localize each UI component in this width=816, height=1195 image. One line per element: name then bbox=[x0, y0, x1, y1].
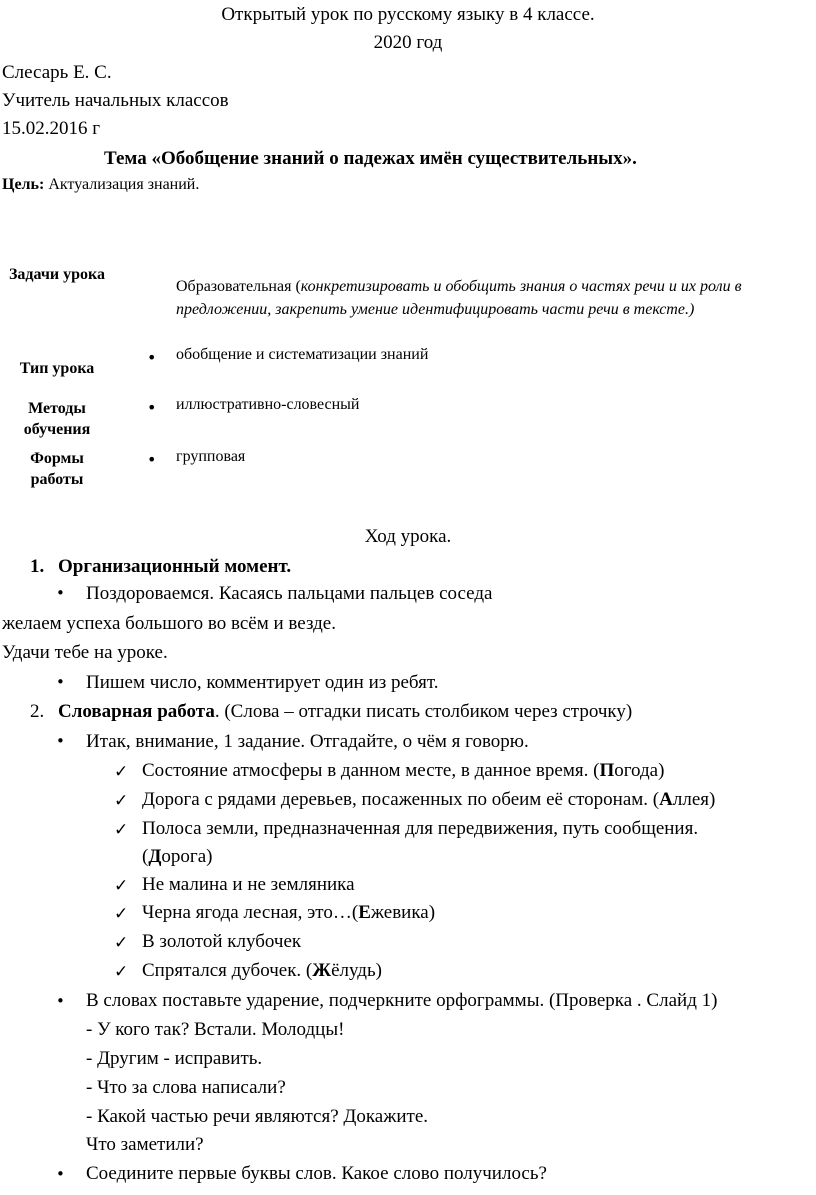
riddle-3: Полоса земли, предназначенная для передвижения, путь сообщения. bbox=[142, 818, 699, 839]
lesson-date: 15.02.2016 г bbox=[2, 118, 101, 139]
methods-label: Методы обучения bbox=[23, 400, 91, 438]
s1-item-1: Поздороваемся. Касаясь пальцами пальцев соседа bbox=[86, 583, 493, 604]
methods-bullet: • bbox=[147, 398, 157, 417]
type-value: обобщение и систематизации знаний bbox=[176, 346, 429, 363]
s1-item-2: Пишем число, комментирует один из ребят. bbox=[86, 672, 439, 693]
doc-title-line1: Открытый урок по русскому языку в 4 классе. bbox=[221, 4, 595, 25]
s1-line-3: Удачи тебе на уроке. bbox=[2, 642, 168, 663]
s2-bullet-3: • bbox=[56, 1165, 65, 1183]
forms-label: Формы работы bbox=[30, 450, 84, 488]
dialog-line-5: Что заметили? bbox=[86, 1134, 204, 1155]
riddle-7: Спрятался дубочек. (Жёлудь) bbox=[142, 960, 382, 981]
dialog-line-2: - Другим - исправить. bbox=[86, 1048, 263, 1069]
forms-bullet: • bbox=[147, 450, 157, 469]
s1-line-2: желаем успеха большого во всём и везде. bbox=[2, 613, 336, 634]
lesson-topic: Тема «Обобщение знаний о падежах имён существительных». bbox=[104, 148, 637, 169]
s2-item-3: Соедините первые буквы слов. Какое слово получилось? bbox=[86, 1163, 547, 1184]
tasks-label: Задачи урока bbox=[8, 266, 105, 283]
section2-number: 2. bbox=[30, 701, 45, 722]
check-icon: ✓ bbox=[114, 791, 129, 811]
riddle-2: Дорога с рядами деревьев, посаженных по обеим её сторонам. (Аллея) bbox=[142, 789, 716, 810]
riddle-4: Не малина и не земляника bbox=[142, 874, 355, 895]
s1-bullet-1: • bbox=[56, 584, 65, 602]
section1-number: 1. bbox=[30, 556, 45, 577]
type-bullet: • bbox=[147, 348, 157, 367]
goal-text: Актуализация знаний. bbox=[48, 176, 200, 193]
riddle-3-answer: (Дорога) bbox=[142, 846, 213, 867]
s2-bullet-2: • bbox=[56, 992, 65, 1010]
author-position: Учитель начальных классов bbox=[2, 90, 229, 111]
check-icon: ✓ bbox=[114, 876, 129, 896]
tasks-italic: конкретизировать и обобщить знания о частях речи и их роли в предложении, закрепить умение идентифицировать части речи в тексте.) bbox=[176, 278, 742, 318]
section2-rest: . (Слова – отгадки писать столбиком через строчку) bbox=[214, 701, 633, 722]
tasks-value bbox=[176, 275, 796, 321]
section2-title: Словарная работа bbox=[58, 701, 215, 722]
doc-title-year: 2020 год bbox=[373, 32, 443, 53]
section1-title: Организационный момент. bbox=[58, 556, 292, 577]
tasks-prefix: Образовательная ( bbox=[176, 278, 301, 295]
author-name: Слесарь Е. С. bbox=[2, 62, 112, 83]
check-icon: ✓ bbox=[114, 762, 129, 782]
dialog-line-1: - У кого так? Встали. Молодцы! bbox=[86, 1019, 345, 1040]
s2-item-1: Итак, внимание, 1 задание. Отгадайте, о чём я говорю. bbox=[86, 731, 529, 752]
dialog-line-4: - Какой частью речи являются? Докажите. bbox=[86, 1106, 429, 1127]
s2-item-2: В словах поставьте ударение, подчеркните орфограммы. (Проверка . Слайд 1) bbox=[86, 990, 718, 1011]
section2-heading bbox=[58, 701, 632, 723]
dialog-line-3: - Что за слова написали? bbox=[86, 1077, 286, 1098]
check-icon: ✓ bbox=[114, 820, 129, 840]
s2-bullet-1: • bbox=[56, 732, 65, 750]
check-icon: ✓ bbox=[114, 904, 129, 924]
methods-value: иллюстративно-словесный bbox=[176, 396, 360, 413]
riddle-6: В золотой клубочек bbox=[142, 931, 302, 952]
type-label: Тип урока bbox=[19, 360, 95, 377]
course-title: Ход урока. bbox=[364, 526, 452, 547]
check-icon: ✓ bbox=[114, 933, 129, 953]
riddle-1: Состояние атмосферы в данном месте, в данное время. (Погода) bbox=[142, 760, 665, 781]
check-icon: ✓ bbox=[114, 962, 129, 982]
lesson-goal bbox=[2, 176, 199, 194]
forms-value: групповая bbox=[176, 448, 246, 465]
goal-label: Цель: bbox=[2, 176, 45, 193]
s1-bullet-2: • bbox=[56, 673, 65, 691]
riddle-5: Черна ягода лесная, это…(Ежевика) bbox=[142, 902, 436, 923]
